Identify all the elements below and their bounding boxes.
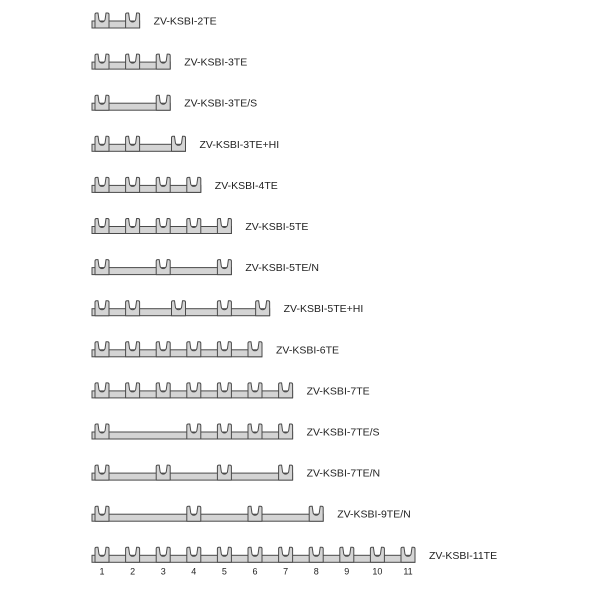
busbar-label: ZV-KSBI-3TE xyxy=(184,56,248,69)
position-number: 11 xyxy=(403,566,413,577)
busbar-label: ZV-KSBI-2TE xyxy=(153,15,217,28)
position-number: 3 xyxy=(160,566,166,577)
position-number: 5 xyxy=(221,566,227,577)
busbar-label: ZV-KSBI-3TE+HI xyxy=(199,138,280,151)
busbar-base xyxy=(92,514,323,521)
busbar-label: ZV-KSBI-9TE/N xyxy=(337,508,411,521)
busbar-label: ZV-KSBI-11TE xyxy=(429,549,498,562)
busbar-label: ZV-KSBI-7TE/S xyxy=(306,426,380,439)
busbar-3 xyxy=(92,95,257,110)
busbar-13 xyxy=(92,506,411,521)
position-number: 10 xyxy=(372,566,383,577)
busbar-base xyxy=(92,473,293,480)
position-number: 9 xyxy=(344,566,350,577)
busbar-12 xyxy=(92,465,380,480)
position-number: 8 xyxy=(313,566,319,577)
busbar-6 xyxy=(92,219,308,234)
busbar-7 xyxy=(92,260,319,275)
busbar-base xyxy=(92,350,262,357)
position-number: 4 xyxy=(191,566,197,577)
busbar-2 xyxy=(92,54,247,69)
position-number: 6 xyxy=(252,566,258,577)
busbar-5 xyxy=(92,177,278,192)
busbar-label: ZV-KSBI-5TE xyxy=(245,221,309,233)
position-number: 7 xyxy=(283,566,289,577)
busbar-11 xyxy=(92,424,380,439)
busbar-label: ZV-KSBI-6TE xyxy=(276,344,340,357)
busbar-14 xyxy=(92,547,497,562)
busbar-label: ZV-KSBI-5TE+HI xyxy=(283,303,364,316)
busbar-label: ZV-KSBI-7TE/N xyxy=(306,467,381,480)
busbar-1 xyxy=(92,13,217,28)
busbar-label: ZV-KSBI-4TE xyxy=(214,179,278,192)
busbar-label: ZV-KSBI-3TE/S xyxy=(184,97,258,110)
position-number: 2 xyxy=(130,566,136,577)
busbar-8 xyxy=(92,301,363,316)
position-number: 1 xyxy=(99,566,105,577)
busbar-4 xyxy=(92,136,279,151)
busbar-label: ZV-KSBI-7TE xyxy=(306,385,370,398)
busbar-label: ZV-KSBI-5TE/N xyxy=(245,262,319,275)
busbar-9 xyxy=(92,342,339,357)
busbar-10 xyxy=(92,383,370,398)
